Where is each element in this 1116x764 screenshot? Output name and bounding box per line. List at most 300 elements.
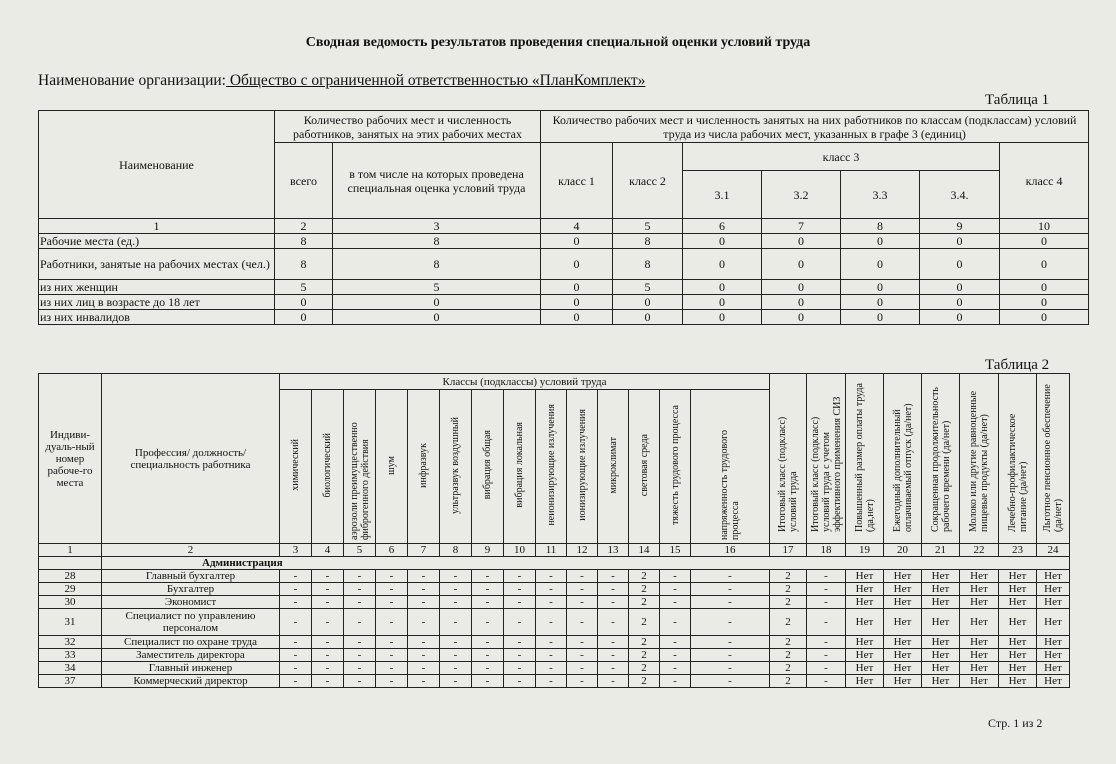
table-cell: -	[660, 636, 691, 649]
workplace-id: 30	[39, 596, 102, 609]
table-cell: Нет	[884, 675, 922, 688]
table-cell: Нет	[1037, 649, 1070, 662]
table-row	[39, 295, 1089, 310]
column-number: 20	[884, 544, 922, 557]
table-cell: 2	[629, 649, 660, 662]
table-cell: 0	[541, 295, 613, 310]
table-cell: -	[504, 583, 536, 596]
table-cell: -	[660, 609, 691, 636]
table-cell: -	[280, 649, 312, 662]
table-cell: Нет	[922, 649, 960, 662]
row-label: из них инвалидов	[39, 310, 275, 325]
table-cell: -	[567, 583, 598, 596]
table-cell: -	[807, 636, 846, 649]
table-cell: -	[376, 583, 408, 596]
column-number: 3	[280, 544, 312, 557]
header-profession: Профессия/ должность/ специальность работника	[102, 374, 280, 544]
profession-name: Коммерческий директор	[102, 675, 280, 688]
table-cell: 8	[613, 234, 683, 249]
table-cell: 0	[762, 295, 841, 310]
row-label: Работники, занятые на рабочих местах (чел.)	[39, 249, 275, 280]
table-cell: -	[312, 675, 344, 688]
table-cell: 0	[613, 295, 683, 310]
organization-line	[38, 72, 645, 90]
column-number: 6	[683, 219, 762, 234]
table-cell: -	[472, 583, 504, 596]
table-cell: Нет	[884, 649, 922, 662]
table-cell: Нет	[999, 596, 1037, 609]
table-cell: -	[408, 675, 440, 688]
table-cell: -	[567, 570, 598, 583]
table-cell: 0	[1000, 249, 1089, 280]
table-cell: -	[567, 675, 598, 688]
table-cell: Нет	[846, 649, 884, 662]
table-cell: -	[536, 609, 567, 636]
column-number: 6	[376, 544, 408, 557]
table-cell: -	[807, 675, 846, 688]
table-cell: -	[567, 609, 598, 636]
table-cell: 2	[770, 609, 807, 636]
column-number: 17	[770, 544, 807, 557]
table-cell: -	[440, 570, 472, 583]
column-number: 11	[536, 544, 567, 557]
table-cell: 0	[762, 280, 841, 295]
table-cell: -	[567, 662, 598, 675]
column-number: 7	[408, 544, 440, 557]
table-cell: Нет	[960, 609, 999, 636]
table-cell: -	[598, 662, 629, 675]
organization-label: Наименование организации:	[38, 72, 226, 89]
profession-name: Главный инженер	[102, 662, 280, 675]
table-cell: 8	[333, 234, 541, 249]
table-cell: -	[504, 596, 536, 609]
table-cell: -	[567, 636, 598, 649]
table-row	[39, 583, 1070, 596]
table-cell: -	[598, 675, 629, 688]
column-number: 10	[504, 544, 536, 557]
workplace-id: 32	[39, 636, 102, 649]
table-cell: -	[280, 583, 312, 596]
table-cell: Нет	[922, 609, 960, 636]
column-number: 9	[472, 544, 504, 557]
table-cell: -	[280, 675, 312, 688]
column-number: 8	[841, 219, 920, 234]
table-cell: 0	[920, 310, 1000, 325]
table-cell: 0	[762, 234, 841, 249]
table-cell: Нет	[922, 570, 960, 583]
table-cell: Нет	[922, 675, 960, 688]
table-cell: -	[536, 675, 567, 688]
table-cell: -	[440, 662, 472, 675]
table-cell: -	[408, 662, 440, 675]
table-cell: -	[536, 596, 567, 609]
workplace-id: 37	[39, 675, 102, 688]
table-row	[39, 249, 1089, 280]
table-cell: -	[660, 662, 691, 675]
column-number: 22	[960, 544, 999, 557]
table-cell: Нет	[846, 662, 884, 675]
table-cell: -	[408, 570, 440, 583]
table-cell: 2	[770, 570, 807, 583]
table-cell: -	[440, 596, 472, 609]
table-cell: -	[660, 649, 691, 662]
column-number: 7	[762, 219, 841, 234]
table-cell: -	[472, 609, 504, 636]
column-number: 3	[333, 219, 541, 234]
table-cell: -	[660, 583, 691, 596]
header-pension: Льготное пенсионное обеспечение (да/нет)	[1042, 384, 1064, 532]
table-cell: Нет	[846, 609, 884, 636]
table-cell: -	[440, 649, 472, 662]
table-cell: -	[472, 636, 504, 649]
table-cell: -	[344, 649, 376, 662]
table-cell: 0	[920, 280, 1000, 295]
table-cell: 5	[275, 280, 333, 295]
header-total: всего	[275, 143, 333, 219]
table-cell: 0	[1000, 295, 1089, 310]
table-cell: -	[807, 596, 846, 609]
table-cell: -	[807, 570, 846, 583]
table-cell: -	[691, 596, 770, 609]
table-cell: -	[691, 570, 770, 583]
table-cell: 0	[613, 310, 683, 325]
header-factor: ультразвук воздушный	[450, 416, 461, 514]
table-cell: 0	[541, 280, 613, 295]
table-row	[39, 570, 1070, 583]
table-cell: -	[504, 609, 536, 636]
table-cell: -	[344, 596, 376, 609]
table-cell: Нет	[960, 583, 999, 596]
table-cell: 2	[629, 570, 660, 583]
table-cell: 2	[629, 636, 660, 649]
table-row	[39, 649, 1070, 662]
table-cell: 5	[613, 280, 683, 295]
table-cell: -	[344, 662, 376, 675]
table-cell: 2	[770, 636, 807, 649]
table-cell: 0	[683, 234, 762, 249]
table-cell: 0	[1000, 310, 1089, 325]
table-cell: Нет	[1037, 675, 1070, 688]
table-cell: Нет	[922, 636, 960, 649]
table-cell: -	[536, 583, 567, 596]
table-cell: -	[472, 649, 504, 662]
header-name: Наименование	[39, 111, 275, 219]
column-number: 16	[691, 544, 770, 557]
table-cell: -	[536, 636, 567, 649]
table-cell: -	[408, 583, 440, 596]
workplace-id: 31	[39, 609, 102, 636]
table-cell: -	[408, 649, 440, 662]
table-cell: -	[312, 596, 344, 609]
table-cell: -	[376, 636, 408, 649]
row-label: из них лиц в возрасте до 18 лет	[39, 295, 275, 310]
table-cell: -	[536, 649, 567, 662]
column-number: 12	[567, 544, 598, 557]
table-cell: -	[312, 583, 344, 596]
table-cell: 8	[275, 234, 333, 249]
table-cell: Нет	[960, 649, 999, 662]
table-cell: -	[504, 636, 536, 649]
profession-name: Заместитель директора	[102, 649, 280, 662]
column-number: 5	[344, 544, 376, 557]
table-cell: -	[598, 609, 629, 636]
column-number: 19	[846, 544, 884, 557]
table-cell: 2	[629, 609, 660, 636]
profession-name: Бухгалтер	[102, 583, 280, 596]
table-cell: -	[280, 570, 312, 583]
header-class1: класс 1	[541, 143, 613, 219]
table-cell: Нет	[922, 596, 960, 609]
workplaces-table	[38, 373, 1070, 688]
table-cell: -	[472, 570, 504, 583]
profession-name: Специалист по охране труда	[102, 636, 280, 649]
table-cell: -	[376, 662, 408, 675]
table-cell: 5	[333, 280, 541, 295]
table-cell: -	[472, 596, 504, 609]
table-row	[39, 596, 1070, 609]
header-factor: шум	[386, 455, 397, 475]
table-cell: Нет	[846, 570, 884, 583]
profession-name: Специалист по управлению персоналом	[102, 609, 280, 636]
table-row	[39, 234, 1089, 249]
table-cell: -	[536, 662, 567, 675]
table-cell: -	[807, 609, 846, 636]
table-cell: -	[312, 662, 344, 675]
table-cell: -	[504, 675, 536, 688]
header-factor: химический	[290, 439, 301, 491]
header-factor: тяжесть трудового процесса	[669, 405, 681, 525]
column-number: 18	[807, 544, 846, 557]
table-cell: Нет	[884, 636, 922, 649]
header-factor: вибрация общая	[482, 430, 493, 500]
table-cell: Нет	[846, 675, 884, 688]
table-cell: -	[598, 583, 629, 596]
header-class2: класс 2	[613, 143, 683, 219]
table-cell: Нет	[999, 609, 1037, 636]
table-cell: Нет	[1037, 609, 1070, 636]
table-cell: 2	[770, 675, 807, 688]
row-label: Рабочие места (ед.)	[39, 234, 275, 249]
table-cell: Нет	[960, 636, 999, 649]
header-class4: класс 4	[1000, 143, 1089, 219]
table-cell: Нет	[1037, 662, 1070, 675]
column-number: 8	[440, 544, 472, 557]
table-cell: Нет	[1037, 570, 1070, 583]
table-cell: Нет	[999, 675, 1037, 688]
column-number: 4	[312, 544, 344, 557]
table-cell: -	[376, 609, 408, 636]
table-cell: -	[440, 609, 472, 636]
column-number: 4	[541, 219, 613, 234]
table-row	[39, 310, 1089, 325]
header-final-class-siz: Итоговый класс (подкласс) условий труда с учетом эффективного применения СИЗ	[809, 396, 843, 532]
table-cell: -	[280, 636, 312, 649]
table-cell: 0	[841, 310, 920, 325]
table-row	[39, 662, 1070, 675]
table-cell: 2	[629, 596, 660, 609]
header-short-time: Сокращенная продолжительность рабочего времени (да/нет)	[929, 387, 952, 532]
table-cell: 0	[683, 280, 762, 295]
table-cell: Нет	[999, 662, 1037, 675]
table-row	[39, 280, 1089, 295]
table-cell: 8	[275, 249, 333, 280]
table-cell: Нет	[884, 609, 922, 636]
table-cell: -	[598, 596, 629, 609]
table-cell: -	[598, 636, 629, 649]
column-number: 1	[39, 544, 102, 557]
table-cell: Нет	[999, 570, 1037, 583]
header-milk: Молоко или другие равноценные пищевые продукты (да/нет)	[968, 390, 990, 532]
section-administration: Администрация	[102, 557, 1070, 570]
table-cell: -	[376, 649, 408, 662]
workplace-id: 29	[39, 583, 102, 596]
table-cell: -	[376, 596, 408, 609]
header-factor: ионизирующие излучения	[576, 409, 588, 521]
table-cell: Нет	[1037, 596, 1070, 609]
header-assessed: в том числе на которых проведена специальная оценка условий труда	[333, 143, 541, 219]
header-class3-4: 3.4.	[920, 171, 1000, 219]
table-cell: Нет	[960, 662, 999, 675]
table-cell: Нет	[884, 662, 922, 675]
header-class3-2: 3.2	[762, 171, 841, 219]
header-final-class: Итоговый класс (подкласс) условий труда	[777, 416, 799, 532]
profession-name: Главный бухгалтер	[102, 570, 280, 583]
header-factor: микроклимат	[607, 436, 619, 494]
header-food: Лечебно-профилактическое питание (да/нет)	[1006, 413, 1029, 532]
table-cell: -	[504, 570, 536, 583]
table-cell: -	[567, 596, 598, 609]
table-cell: Нет	[999, 649, 1037, 662]
table-cell: -	[660, 570, 691, 583]
table-cell: -	[408, 636, 440, 649]
header-factor: световая среда	[638, 433, 650, 497]
table-cell: Нет	[884, 596, 922, 609]
column-number: 24	[1037, 544, 1070, 557]
table-cell: -	[280, 596, 312, 609]
table-cell: 0	[683, 249, 762, 280]
header-factor: неионизирующие излучения	[545, 404, 557, 526]
table-cell: Нет	[1037, 636, 1070, 649]
table-cell: -	[691, 675, 770, 688]
column-number: 10	[1000, 219, 1089, 234]
table-cell: -	[344, 583, 376, 596]
table-cell: 0	[541, 310, 613, 325]
table-cell: 0	[275, 310, 333, 325]
table-row	[39, 675, 1070, 688]
table-cell: -	[504, 662, 536, 675]
table-cell: 2	[770, 596, 807, 609]
table-row	[39, 609, 1070, 636]
table-cell: -	[408, 596, 440, 609]
table-cell: -	[472, 662, 504, 675]
table-cell: Нет	[884, 583, 922, 596]
table-cell: 0	[541, 249, 613, 280]
header-factor: биологический	[322, 432, 333, 498]
table-cell: -	[312, 570, 344, 583]
table-cell: Нет	[884, 570, 922, 583]
column-number: 9	[920, 219, 1000, 234]
header-class3-1: 3.1	[683, 171, 762, 219]
table-cell: 0	[841, 249, 920, 280]
table-cell: Нет	[1037, 583, 1070, 596]
column-number: 5	[613, 219, 683, 234]
table-cell: -	[598, 570, 629, 583]
table-cell: 0	[541, 234, 613, 249]
table-cell: 0	[333, 310, 541, 325]
workplace-id: 28	[39, 570, 102, 583]
table-cell: 2	[629, 662, 660, 675]
workplace-id: 34	[39, 662, 102, 675]
table-cell: Нет	[922, 662, 960, 675]
table-cell: -	[598, 649, 629, 662]
table-cell: -	[344, 570, 376, 583]
table-cell: 0	[841, 280, 920, 295]
header-factor: напряженность трудового процесса	[719, 430, 741, 540]
header-class3-3: 3.3	[841, 171, 920, 219]
column-number: 14	[629, 544, 660, 557]
table-cell: 0	[1000, 280, 1089, 295]
table-cell: -	[408, 609, 440, 636]
table-cell: 0	[841, 295, 920, 310]
column-number: 2	[275, 219, 333, 234]
table-cell: Нет	[846, 596, 884, 609]
header-factor: инфразвук	[418, 442, 429, 488]
table-cell: -	[344, 609, 376, 636]
header-factor: вибрация локальная	[514, 422, 525, 508]
table-cell: Нет	[960, 596, 999, 609]
table-cell: Нет	[846, 583, 884, 596]
table-cell: -	[807, 662, 846, 675]
table-cell: Нет	[999, 583, 1037, 596]
table-cell: 2	[770, 583, 807, 596]
table-cell: 2	[770, 662, 807, 675]
row-label: из них женщин	[39, 280, 275, 295]
table-cell: -	[440, 675, 472, 688]
table-cell: -	[440, 583, 472, 596]
workplace-id: 33	[39, 649, 102, 662]
table-cell: -	[567, 649, 598, 662]
table-cell: -	[280, 662, 312, 675]
table-cell: 0	[1000, 234, 1089, 249]
document-title: Сводная ведомость результатов проведения специальной оценки условий труда	[305, 35, 811, 50]
table-cell: 0	[762, 310, 841, 325]
column-number: 23	[999, 544, 1037, 557]
column-number: 21	[922, 544, 960, 557]
table-cell: 0	[683, 295, 762, 310]
page-number: Стр. 1 из 2	[988, 716, 1043, 730]
header-group-workplaces: Количество рабочих мест и численность работников, занятых на этих рабочих местах	[275, 111, 541, 143]
table-cell: 2	[629, 675, 660, 688]
table-cell: Нет	[846, 636, 884, 649]
table-cell: -	[344, 636, 376, 649]
table-cell: -	[660, 596, 691, 609]
table-cell: 2	[770, 649, 807, 662]
table-cell: -	[691, 636, 770, 649]
table-row	[39, 636, 1070, 649]
table-cell: -	[660, 675, 691, 688]
table-cell: -	[691, 583, 770, 596]
table-cell: -	[691, 662, 770, 675]
column-number: 1	[39, 219, 275, 234]
table-cell: -	[691, 649, 770, 662]
table-cell: 0	[920, 234, 1000, 249]
table-cell: -	[376, 570, 408, 583]
table-cell: 0	[920, 295, 1000, 310]
profession-name: Экономист	[102, 596, 280, 609]
table-cell: -	[312, 649, 344, 662]
table-cell: 0	[275, 295, 333, 310]
header-pay: Повышенный размер оплаты труда (да,нет)	[853, 383, 876, 532]
